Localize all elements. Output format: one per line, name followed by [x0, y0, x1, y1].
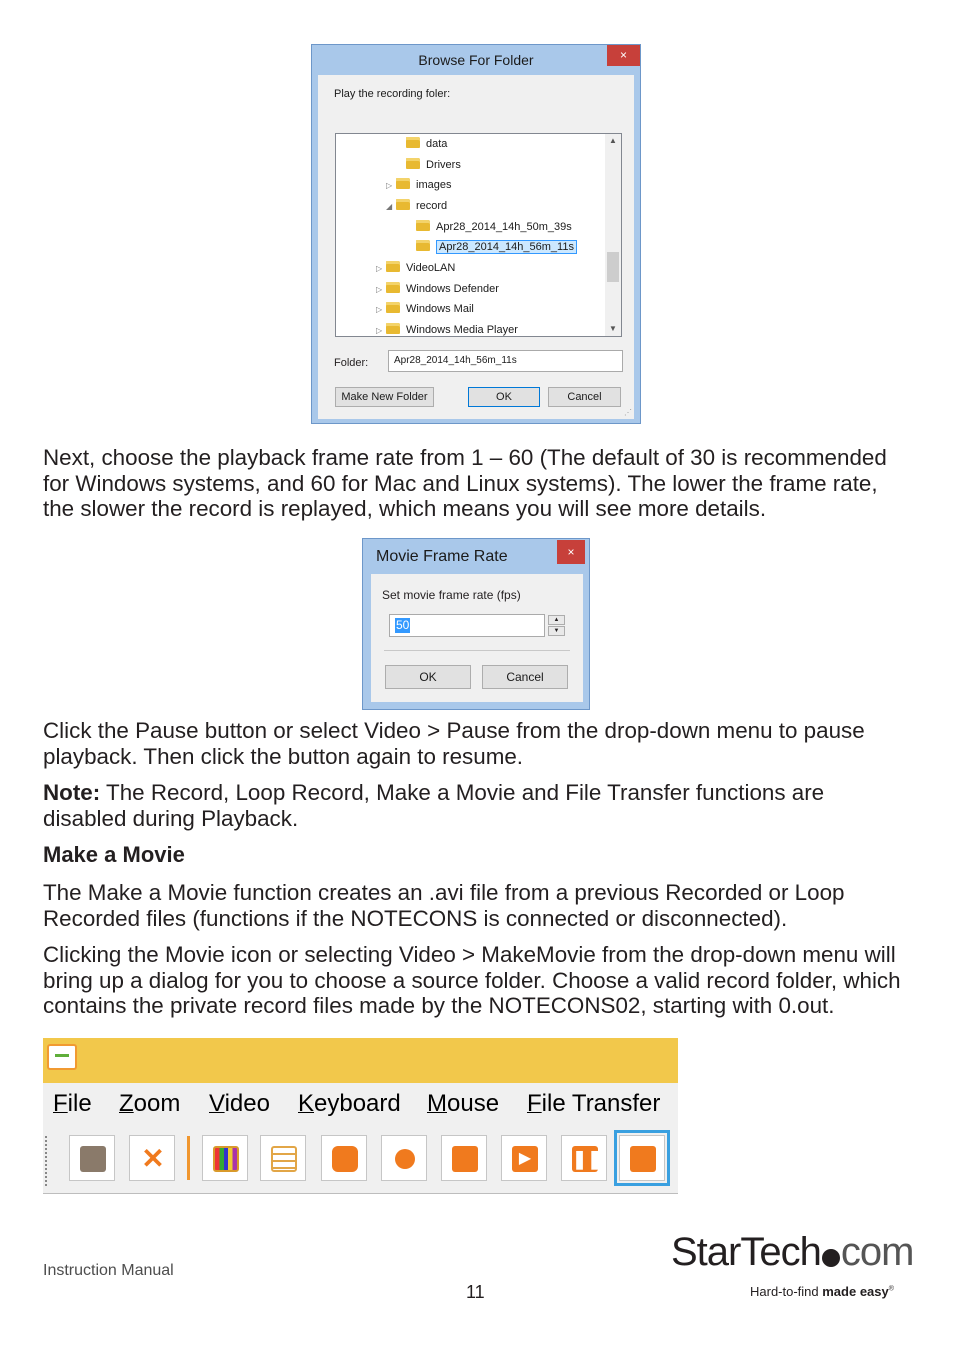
movie-camera-icon — [630, 1146, 656, 1172]
tree-item-selected[interactable]: Apr28_2014_14h_56m_11s — [406, 238, 577, 257]
folder-icon — [386, 323, 400, 334]
expand-arrow-icon[interactable]: ▷ — [386, 181, 393, 190]
close-x-icon: ✕ — [141, 1143, 165, 1174]
note-label: Note: — [43, 780, 101, 805]
folder-input[interactable]: Apr28_2014_14h_56m_11s — [388, 350, 623, 372]
dialog-body — [318, 75, 634, 419]
title-band — [43, 1038, 678, 1083]
folder-icon — [386, 302, 400, 313]
play-icon: ▶ — [512, 1146, 538, 1172]
folder-icon — [396, 178, 410, 189]
expand-arrow-icon[interactable]: ▷ — [376, 285, 383, 294]
movie-frame-rate-dialog — [362, 538, 590, 710]
tree-item[interactable]: ◢ record — [386, 197, 447, 216]
spin-up-icon[interactable]: ▲ — [548, 615, 565, 625]
connect-button[interactable] — [69, 1135, 115, 1181]
connect-icon — [80, 1146, 106, 1172]
collapse-arrow-icon[interactable]: ◢ — [386, 202, 393, 211]
paragraph-frame-rate: Next, choose the playback frame rate from 1 – 60 (The default of 30 is recommended for Windows systems, and 60 for Mac and Linux systems). The lower the frame rate, the slower the record is replayed, which means you will see more details. — [43, 445, 887, 521]
expand-arrow-icon[interactable]: ▷ — [376, 305, 383, 314]
logo-dot-icon — [822, 1249, 840, 1267]
section-heading: Make a Movie — [43, 842, 185, 867]
camera-icon — [332, 1146, 358, 1172]
close-button[interactable]: × — [607, 45, 640, 66]
dialog-title: Browse For Folder — [418, 52, 534, 68]
resize-grip-icon[interactable]: ⋰ — [624, 408, 632, 417]
ok-button[interactable]: OK — [468, 387, 540, 407]
settings-sliders-icon — [271, 1146, 297, 1172]
app-icon — [47, 1044, 77, 1070]
loop-record-button[interactable] — [441, 1135, 487, 1181]
folder-icon — [386, 261, 400, 272]
scroll-up-icon[interactable]: ▲ — [609, 136, 617, 145]
dialog-prompt: Play the recording foler: — [334, 88, 451, 100]
record-button[interactable] — [381, 1135, 427, 1181]
make-new-folder-button[interactable]: Make New Folder — [335, 387, 434, 407]
page-number: 11 — [466, 1282, 485, 1302]
menu-file-transfer[interactable]: File Transfer — [527, 1090, 661, 1117]
dialog-body — [371, 574, 583, 702]
make-movie-button[interactable] — [619, 1135, 665, 1181]
pause-button[interactable] — [561, 1135, 607, 1181]
close-button[interactable]: × — [557, 540, 585, 564]
app-toolbar-screenshot — [43, 1038, 678, 1194]
disconnect-button[interactable] — [129, 1135, 175, 1181]
tree-item[interactable]: ▷ Windows Defender — [376, 280, 499, 299]
toolbar-separator — [187, 1136, 190, 1180]
fps-label: Set movie frame rate (fps) — [382, 588, 521, 602]
menu-video[interactable]: Video — [209, 1090, 270, 1117]
folder-icon — [406, 158, 420, 169]
folder-icon — [416, 240, 430, 251]
color-button[interactable] — [202, 1135, 248, 1181]
browse-for-folder-dialog — [311, 44, 641, 424]
tree-item[interactable]: Apr28_2014_14h_50m_39s — [406, 218, 572, 237]
dialog-title: Movie Frame Rate — [376, 548, 508, 565]
menu-mouse[interactable]: Mouse — [427, 1090, 500, 1117]
color-bars-icon — [213, 1146, 239, 1172]
folder-tree[interactable] — [335, 133, 622, 337]
logo-tagline: Hard-to-find made easy® — [750, 1284, 894, 1299]
frame-rate-value: 50 — [396, 618, 410, 632]
scroll-down-icon[interactable]: ▼ — [609, 324, 617, 333]
toolbar-grip[interactable] — [45, 1136, 49, 1186]
note-text: The Record, Loop Record, Make a Movie and File Transfer functions are disabled during Playback. — [43, 780, 825, 831]
tree-item[interactable]: data — [396, 135, 447, 154]
expand-arrow-icon[interactable]: ▷ — [376, 264, 383, 273]
tree-item[interactable]: ▷ VideoLAN — [376, 259, 455, 278]
scroll-thumb[interactable] — [607, 252, 619, 282]
frame-rate-input[interactable] — [389, 614, 545, 637]
cancel-button[interactable]: Cancel — [482, 665, 568, 689]
ok-button[interactable]: OK — [385, 665, 471, 689]
paragraph-movie-icon: Clicking the Movie icon or selecting Video > MakeMovie from the drop-down menu will bring up a dialog for you to choose a source folder. Choose a valid record folder, which contains the private record files made by the NOTECONS02, starting with 0.out. — [43, 942, 901, 1018]
startech-logo: StarTech com — [671, 1230, 914, 1274]
menu-file[interactable]: File — [53, 1090, 92, 1117]
snapshot-button[interactable] — [321, 1135, 367, 1181]
paragraph-make-movie: The Make a Movie function creates an .avi file from a previous Recorded or Loop Recorded files (functions if the NOTECONS is connected or disconnected). — [43, 880, 845, 931]
paragraph-pause: Click the Pause button or select Video > Pause from the drop-down menu to pause playback. Then click the button again to resume. — [43, 718, 865, 769]
loop-record-icon — [452, 1146, 478, 1172]
menu-zoom[interactable]: Zoom — [119, 1090, 181, 1117]
record-dot-icon — [395, 1149, 415, 1169]
folder-icon — [416, 220, 430, 231]
folder-icon — [406, 137, 420, 148]
spin-down-icon[interactable]: ▼ — [548, 626, 565, 636]
tree-item[interactable]: Drivers — [396, 156, 461, 175]
settings-button[interactable] — [260, 1135, 306, 1181]
cancel-button[interactable]: Cancel — [548, 387, 621, 407]
menu-keyboard[interactable]: Keyboard — [298, 1090, 401, 1117]
folder-icon — [386, 282, 400, 293]
folder-label: Folder: — [334, 357, 369, 369]
divider — [384, 650, 570, 651]
tree-item[interactable]: ▷ images — [386, 176, 451, 195]
footer-manual-label: Instruction Manual — [43, 1262, 174, 1279]
expand-arrow-icon[interactable]: ▷ — [376, 326, 383, 335]
vertical-scrollbar[interactable] — [605, 134, 621, 336]
play-button[interactable] — [501, 1135, 547, 1181]
tree-item[interactable]: ▷ Windows Mail — [376, 300, 474, 319]
note-paragraph — [43, 780, 913, 831]
tree-item[interactable]: ▷ Windows Media Player — [376, 321, 518, 337]
pause-icon: ❚❚ — [572, 1146, 598, 1172]
folder-icon — [396, 199, 410, 210]
